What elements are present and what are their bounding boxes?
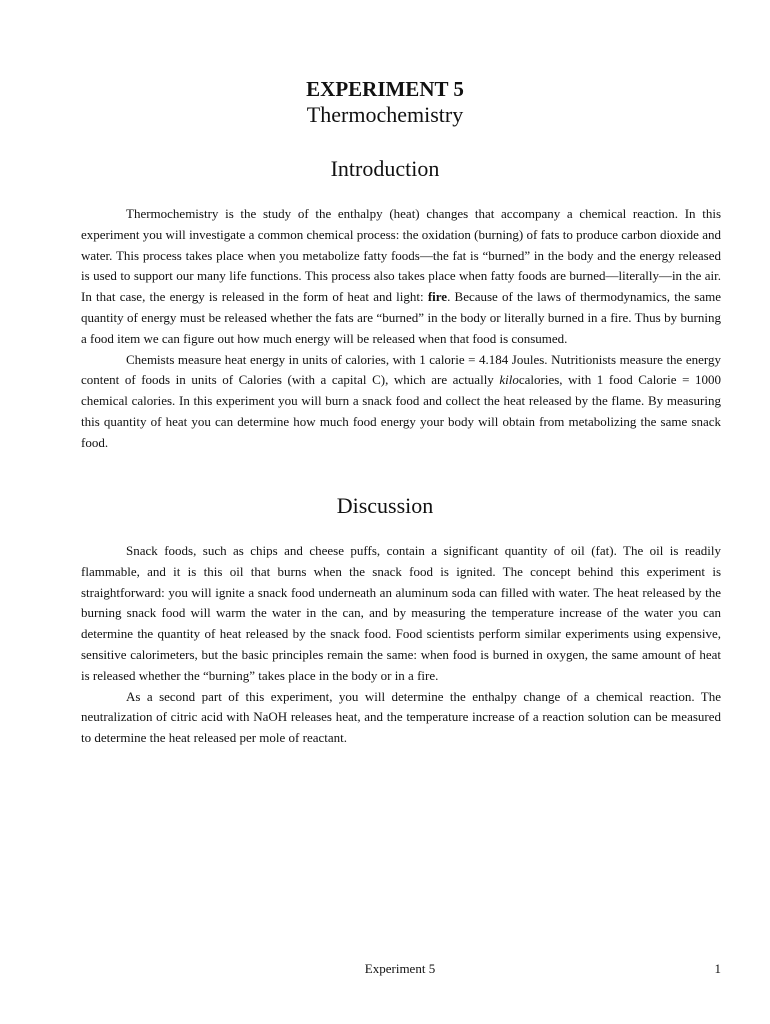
- intro-p1-text-b: . Because of the laws of thermodynamics, the same quantity of energy must be released whether the fats are “burned” in the body or literally burned in a fire. Thus by burning a food item we can figure out how much energy will be released when that food is consumed.: [81, 289, 722, 346]
- footer-page-number: 1: [714, 961, 721, 976]
- intro-p2-italic-kilo: kilo: [499, 372, 519, 388]
- footer-label: Experiment 5: [364, 961, 436, 976]
- discussion-paragraph-2: As a second part of this experiment, you will determine the enthalpy change of a chemical reaction. The neutralization of citric acid with NaOH releases heat, and the temperature increase of a reaction solution can be measured to determine the heat released per mole of reactant.: [81, 688, 721, 746]
- discussion-paragraph-1: Snack foods, such as chips and cheese puffs, contain a significant quantity of oil (fat). The oil is readily flammable, and it is this oil that burns when the snack food is ignited. The concept behind this experiment is straightforward: you will ignite a snack food underneath an aluminum soda can filled with water. The heat released by the burning snack food will warm the water in the can, and by measuring the temperature increase of the water you can determine the quantity of heat released by the snack food. Food scientists perform similar experiments using expensive, sensitive calorimeters, but the basic principles remain the same: when food is burned in oxygen, the same amount of heat is released whether the “burning” takes place in the body or in a fire.: [81, 543, 721, 683]
- intro-p2-text-b: calories, with 1 food Calorie = 1000 chemical calories. In this experiment you will burn a snack food and collect the heat released by the flame. By measuring this quantity of heat you can determine how much food energy your body will obtain from metabolizing the same snack food.: [81, 372, 721, 450]
- discussion-heading: Discussion: [336, 493, 434, 518]
- experiment-title: EXPERIMENT 5: [306, 77, 464, 101]
- intro-p1-text-a: Thermochemistry is the study of the enthalpy (heat) changes that accompany a chemical reaction. In this experiment you will investigate a common chemical process: the oxidation (burning) of fats to produce carbon dioxide and water. This process takes place when you metabolize fatty foods—the fat is “burned” in the body and the energy released is used to support our many life functions. This process also takes place when fatty foods are burned—literally—in the air. In that case, the energy is released in the form of heat and light:: [81, 206, 721, 305]
- intro-p1-bold-fire: fire: [427, 289, 448, 305]
- introduction-paragraph-1: [81, 204, 721, 350]
- discussion-body: [81, 541, 721, 749]
- intro-p2-text-a: Chemists measure heat energy in units of calories, with 1 calorie = 4.184 Joules. Nutritionists measure the energy content of foods in units of Calories (with a capital C), which are actually: [81, 351, 721, 388]
- introduction-paragraph-2: [81, 350, 721, 454]
- introduction-body: [81, 204, 721, 454]
- experiment-subtitle: Thermochemistry: [306, 102, 464, 127]
- introduction-heading: Introduction: [330, 156, 440, 181]
